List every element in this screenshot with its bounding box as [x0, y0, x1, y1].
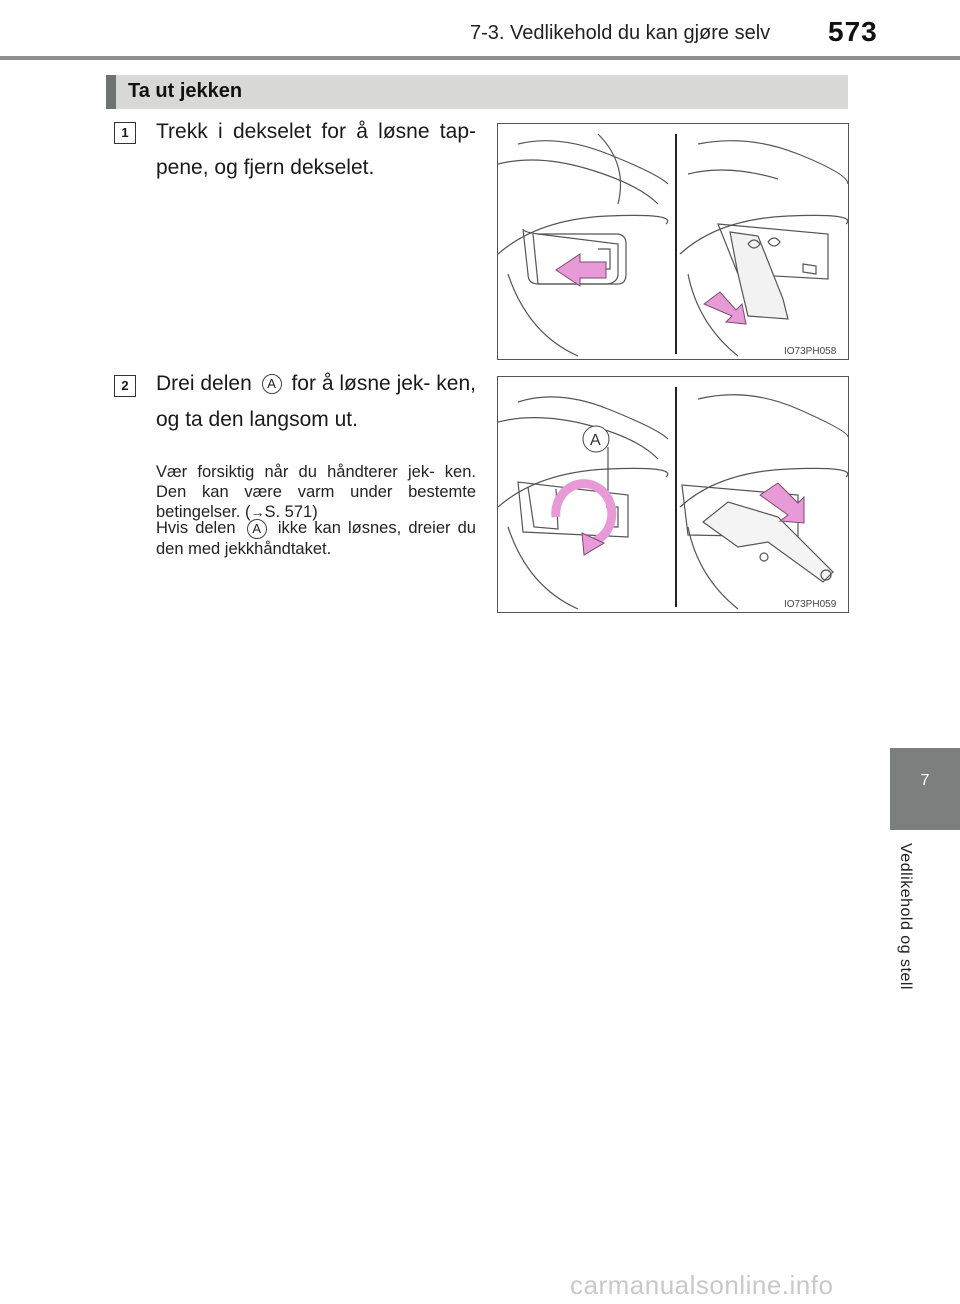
step-2-text-start: Drei delen — [156, 372, 252, 395]
chapter-title: Vedlikehold og stell — [897, 843, 914, 990]
step-2-caution-note — [156, 462, 476, 522]
section-title: 7-3. Vedlikehold du kan gjøre selv — [470, 22, 771, 44]
heading-title: Ta ut jekken — [128, 80, 243, 102]
chapter-number: 7 — [920, 772, 930, 789]
tip-text-start: Hvis delen — [156, 519, 236, 537]
part-a-label: A — [262, 374, 282, 394]
page-number: 573 — [828, 16, 878, 47]
figure-code-1: IO73PH058 — [784, 346, 837, 357]
page-reference: S. 571) — [264, 503, 318, 521]
svg-text:A: A — [590, 432, 601, 449]
step-1-text: Trekk i dekselet for å løsne tap- pene, og fjern dekselet. — [156, 120, 476, 179]
cover-removal-illustration — [498, 124, 848, 359]
step-2-text — [156, 366, 476, 438]
figure-code-2: IO73PH059 — [784, 599, 837, 610]
part-a-label-2: A — [247, 519, 267, 539]
step-number-2: 2 — [114, 375, 136, 397]
arrow-icon: → — [250, 504, 265, 520]
figure-remove-jack — [497, 376, 849, 613]
step-2-tip-note — [156, 518, 476, 559]
tip-text-end: ikke kan løsnes, dreier du den med jekkhåndtaket. — [156, 519, 476, 558]
jack-removal-illustration — [498, 377, 848, 612]
heading-accent — [106, 75, 116, 109]
step-number-1: 1 — [114, 122, 136, 144]
header-rule — [0, 56, 960, 60]
watermark: carmanualsonline.info — [570, 1270, 834, 1300]
step-2-text-end: for å løsne jek- ken, og ta den langsom ut. — [156, 372, 476, 431]
figure-remove-cover — [497, 123, 849, 360]
caution-text: Vær forsiktig når du håndterer jek- ken. Den kan være varm under bestemte betingelser. ( — [156, 463, 476, 521]
